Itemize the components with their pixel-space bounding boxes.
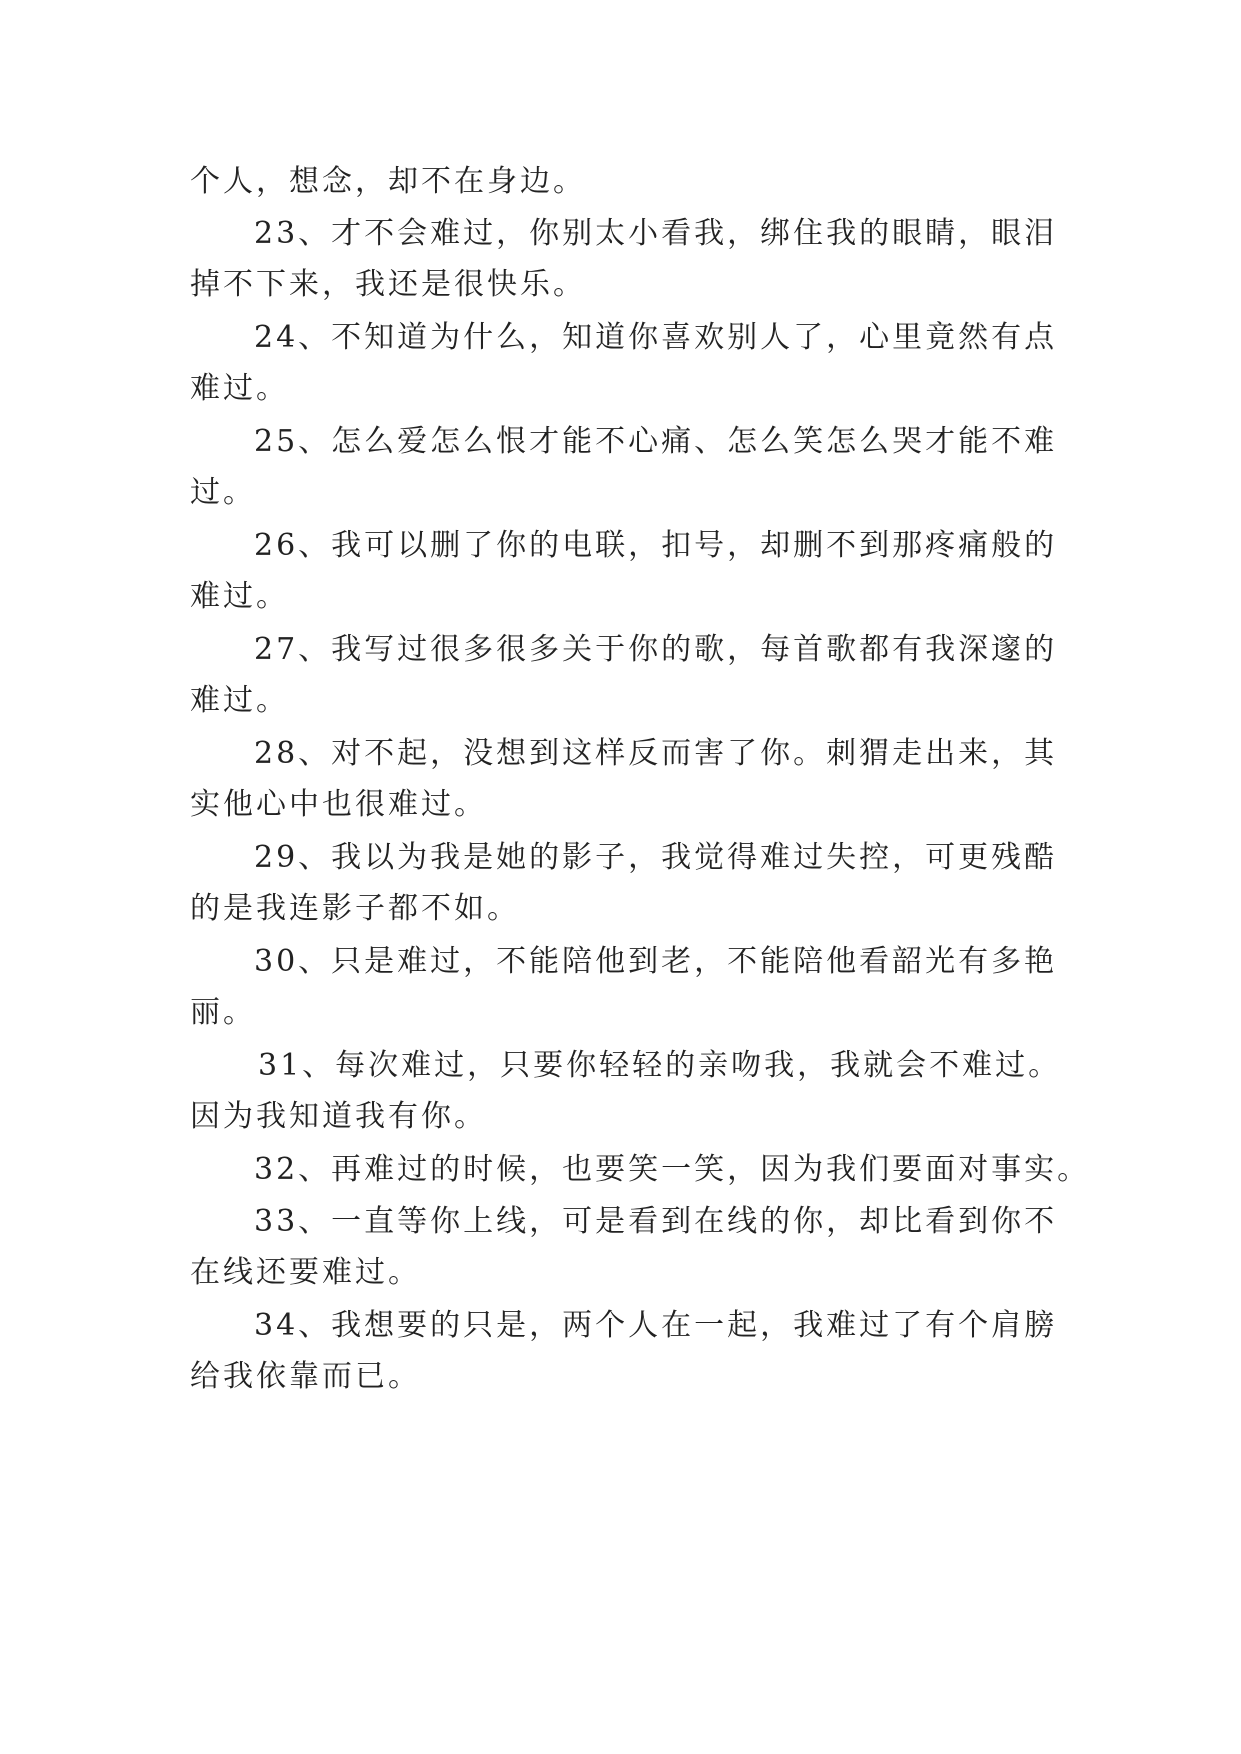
item-34-line-2: 给我依靠而已。: [190, 1359, 421, 1394]
item-33-line-1: 33、一直等你上线，可是看到在线的你，却比看到你不: [254, 1204, 1058, 1239]
item-27-line-1: 27、我写过很多很多关于你的歌，每首歌都有我深邃的: [254, 632, 1058, 667]
item-28-line-1: 28、对不起，没想到这样反而害了你。刺猬走出来，其: [254, 736, 1058, 771]
item-31-line-2: 因为我知道我有你。: [190, 1099, 487, 1134]
item-29-line-1: 29、我以为我是她的影子，我觉得难过失控，可更残酷: [254, 840, 1058, 875]
item-23-line-1: 23、才不会难过，你别太小看我，绑住我的眼睛，眼泪: [254, 216, 1058, 251]
item-24-line-1: 24、不知道为什么，知道你喜欢别人了，心里竟然有点: [254, 320, 1058, 355]
item-25-line-2: 过。: [190, 475, 256, 510]
item-25-line-1: 25、怎么爱怎么恨才能不心痛、怎么笑怎么哭才能不难: [254, 424, 1058, 459]
item-27-line-2: 难过。: [190, 683, 289, 718]
item-23-line-2: 掉不下来，我还是很快乐。: [190, 267, 586, 302]
item-24-line-2: 难过。: [190, 371, 289, 406]
item-34-line-1: 34、我想要的只是，两个人在一起，我难过了有个肩膀: [254, 1308, 1058, 1343]
item-26-line-1: 26、我可以删了你的电联，扣号，却删不到那疼痛般的: [254, 528, 1058, 563]
item-28-line-2: 实他心中也很难过。: [190, 787, 487, 822]
text-line: 个人，想念，却不在身边。: [190, 164, 586, 199]
item-29-line-2: 的是我连影子都不如。: [190, 891, 520, 926]
item-26-line-2: 难过。: [190, 579, 289, 614]
item-32-line-1: 32、再难过的时候，也要笑一笑，因为我们要面对事实。: [254, 1152, 1091, 1187]
item-31-line-1: 31、每次难过，只要你轻轻的亲吻我，我就会不难过。: [258, 1048, 1062, 1083]
item-33-line-2: 在线还要难过。: [190, 1255, 421, 1290]
item-30-line-2: 丽。: [190, 995, 256, 1030]
item-30-line-1: 30、只是难过，不能陪他到老，不能陪他看韶光有多艳: [254, 944, 1058, 979]
